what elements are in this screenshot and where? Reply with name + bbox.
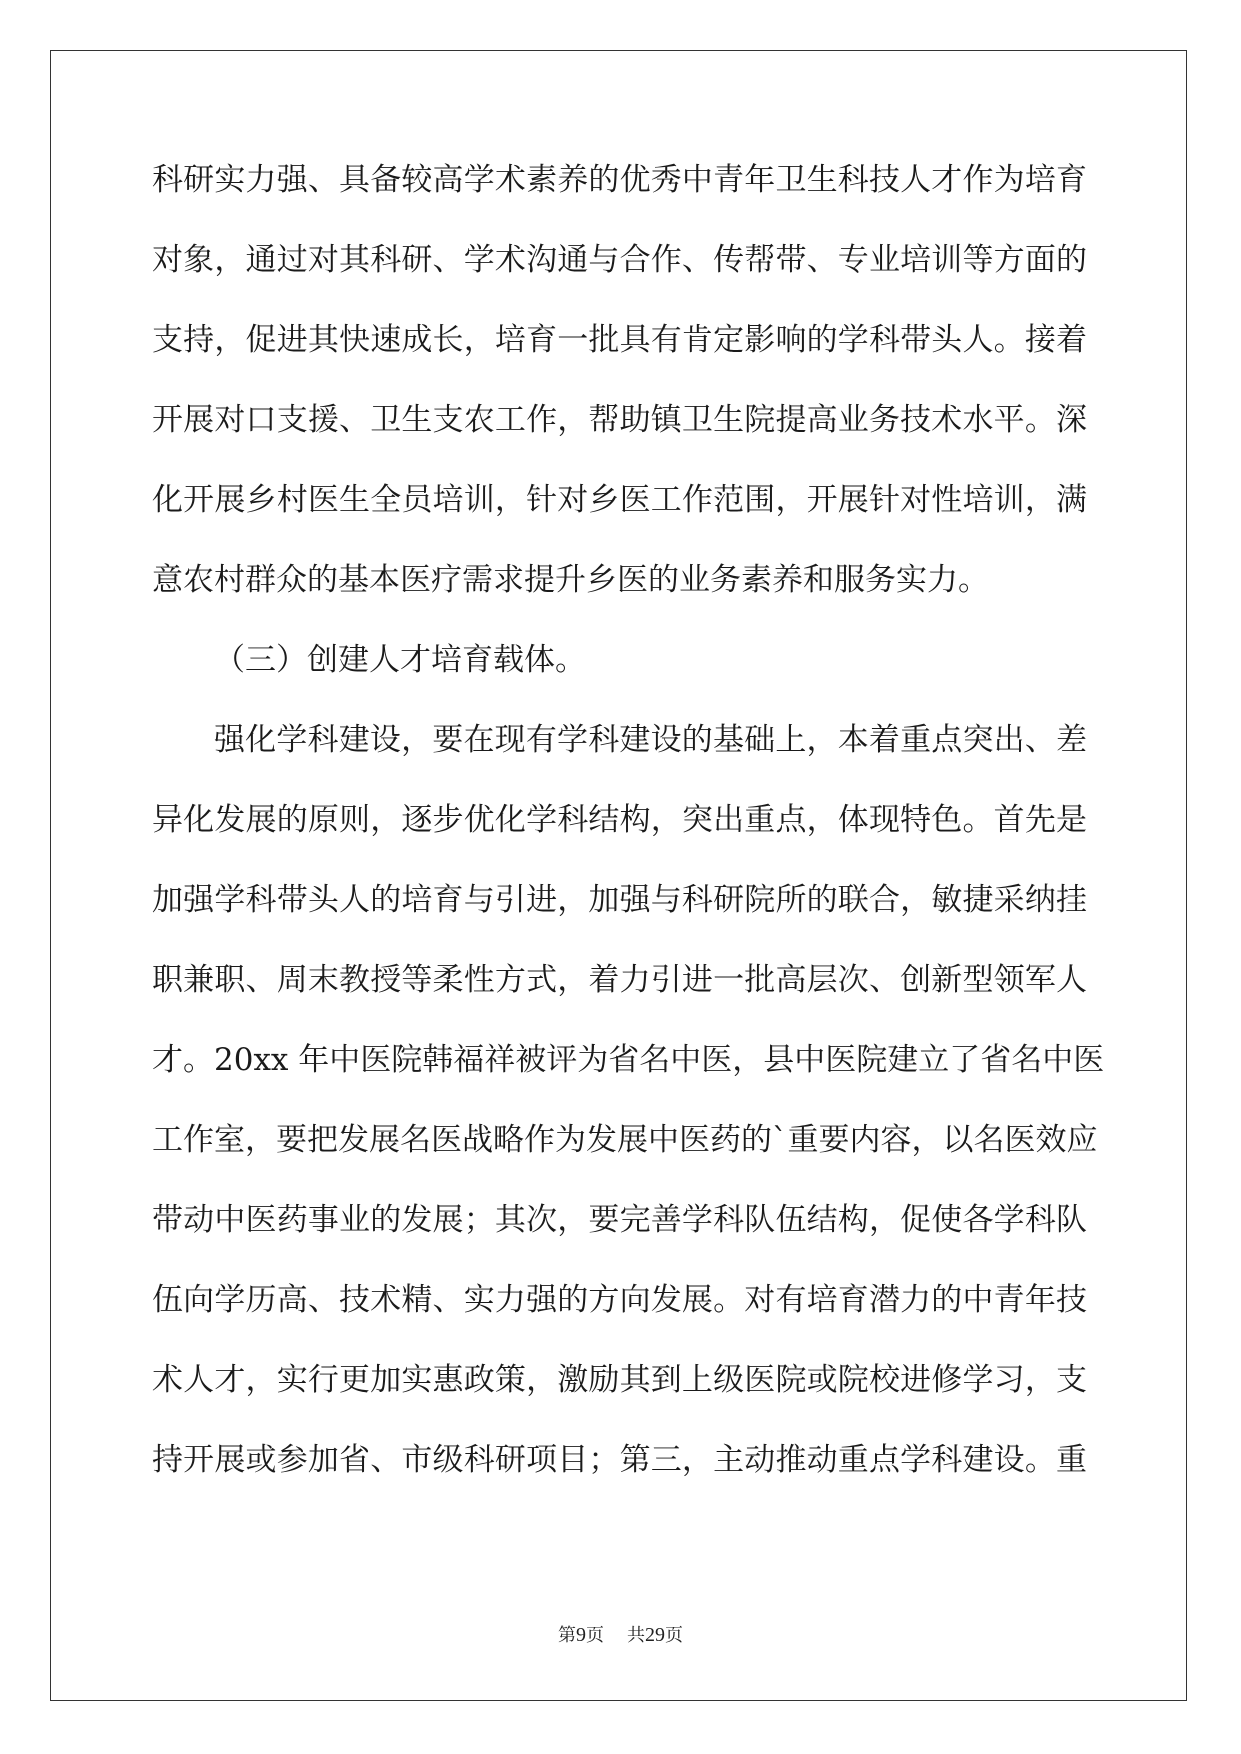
section-heading: （三）创建人才培育载体。 [214,642,586,678]
text-line: 化开展乡村医生全员培训，针对乡医工作范围，开展针对性培训，满 [152,482,1087,518]
page-label-suffix: 页 [586,1625,605,1646]
text-line: 异化发展的原则，逐步优化学科结构，突出重点，体现特色。首先是 [152,802,1087,838]
total-label-prefix: 共 [626,1625,645,1646]
text-line: 才。20xx 年中医院韩福祥被评为省名中医，县中医院建立了省名中医 [152,1042,1105,1078]
text-line: 强化学科建设，要在现有学科建设的基础上，本着重点突出、差 [214,722,1087,758]
text-line: 持开展或参加省、市级科研项目；第三，主动推动重点学科建设。重 [152,1442,1087,1478]
page-footer [0,1621,1241,1647]
text-line: 术人才，实行更加实惠政策，激励其到上级医院或院校进修学习，支 [152,1362,1087,1398]
total-label-suffix: 页 [664,1625,683,1646]
total-pages: 29 [644,1624,665,1646]
text-line: 开展对口支援、卫生支农工作，帮助镇卫生院提高业务技术水平。深 [152,402,1087,438]
document-body [152,160,1105,1520]
text-line: 支持，促进其快速成长，培育一批具有肯定影响的学科带头人。接着 [152,322,1087,358]
text-line: 工作室，要把发展名医战略作为发展中医药的`重要内容，以名医效应 [152,1122,1098,1158]
text-line: 职兼职、周末教授等柔性方式，着力引进一批高层次、创新型领军人 [152,962,1087,998]
text-line: 意农村群众的基本医疗需求提升乡医的业务素养和服务实力。 [152,562,989,598]
text-line: 对象，通过对其科研、学术沟通与合作、传帮带、专业培训等方面的 [152,242,1087,278]
text-line: 科研实力强、具备较高学术素养的优秀中青年卫生科技人才作为培育 [152,162,1087,198]
text-line: 加强学科带头人的培育与引进，加强与科研院所的联合，敏捷采纳挂 [152,882,1087,918]
text-line: 伍向学历高、技术精、实力强的方向发展。对有培育潜力的中青年技 [152,1282,1087,1318]
text-line: 带动中医药事业的发展；其次，要完善学科队伍结构，促使各学科队 [152,1202,1087,1238]
page-label-prefix: 第 [558,1625,577,1646]
page-number: 9 [576,1624,587,1646]
